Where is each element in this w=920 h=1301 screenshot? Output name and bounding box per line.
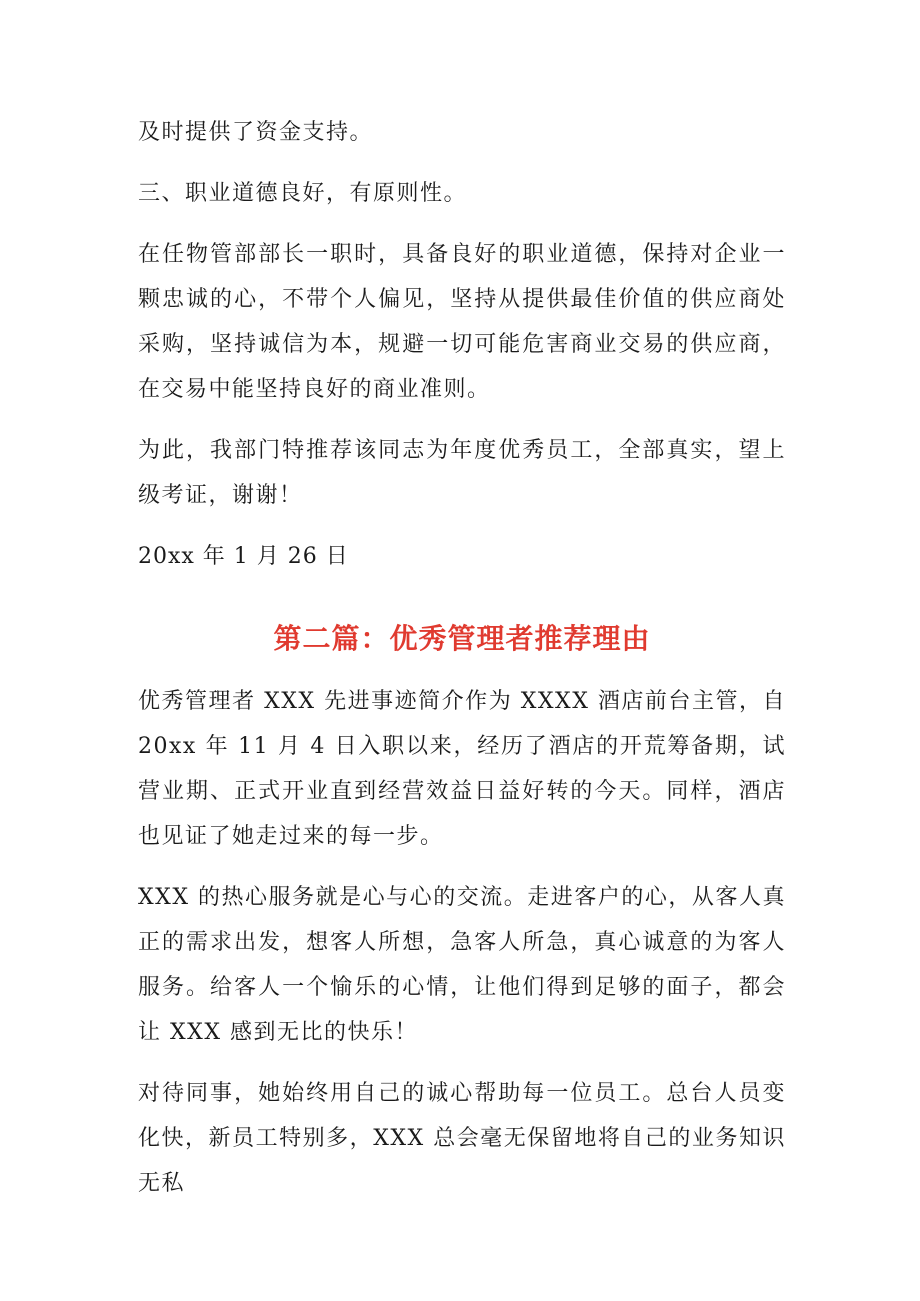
document-date: 20xx 年 1 月 26 日 — [138, 544, 349, 569]
paragraph-recommendation: 为此，我部门特推荐该同志为年度优秀员工，全部真实，望上级考证，谢谢！ — [138, 438, 786, 508]
paragraph-intro: 优秀管理者 XXX 先进事迹简介作为 XXXX 酒店前台主管，自 20xx 年 11 月 4 日入职以来，经历了酒店的开荒筹备期，试营业期、正式开业直到经营效益日益好转的今天。同样，酒店也见证了她走过来的每一步。 — [138, 689, 786, 849]
paragraph-service: XXX 的热心服务就是心与心的交流。走进客户的心，从客人真正的需求出发，想客人所想，急客人所急，真心诚意的为客人服务。给客人一个愉乐的心情，让他们得到足够的面子，都会让 XXX 感到无比的快乐！ — [138, 885, 786, 1045]
document-body — [138, 110, 786, 1222]
paragraph-funding: 及时提供了资金支持。 — [138, 120, 374, 145]
paragraph-ethics-heading: 三、职业道德良好，有原则性。 — [138, 181, 468, 206]
paragraph-ethics-detail: 在任物管部部长一职时，具备良好的职业道德，保持对企业一颗忠诚的心，不带个人偏见，坚持从提供最佳价值的供应商处采购，坚持诚信为本，规避一切可能危害商业交易的供应商，在交易中能坚持良好的商业准则。 — [138, 242, 786, 402]
section-title: 第二篇：优秀管理者推荐理由 — [273, 622, 651, 655]
paragraph-colleagues: 对待同事，她始终用自己的诚心帮助每一位员工。总台人员变化快，新员工特别多，XXX 总会毫无保留地将自己的业务知识无私 — [138, 1081, 786, 1196]
